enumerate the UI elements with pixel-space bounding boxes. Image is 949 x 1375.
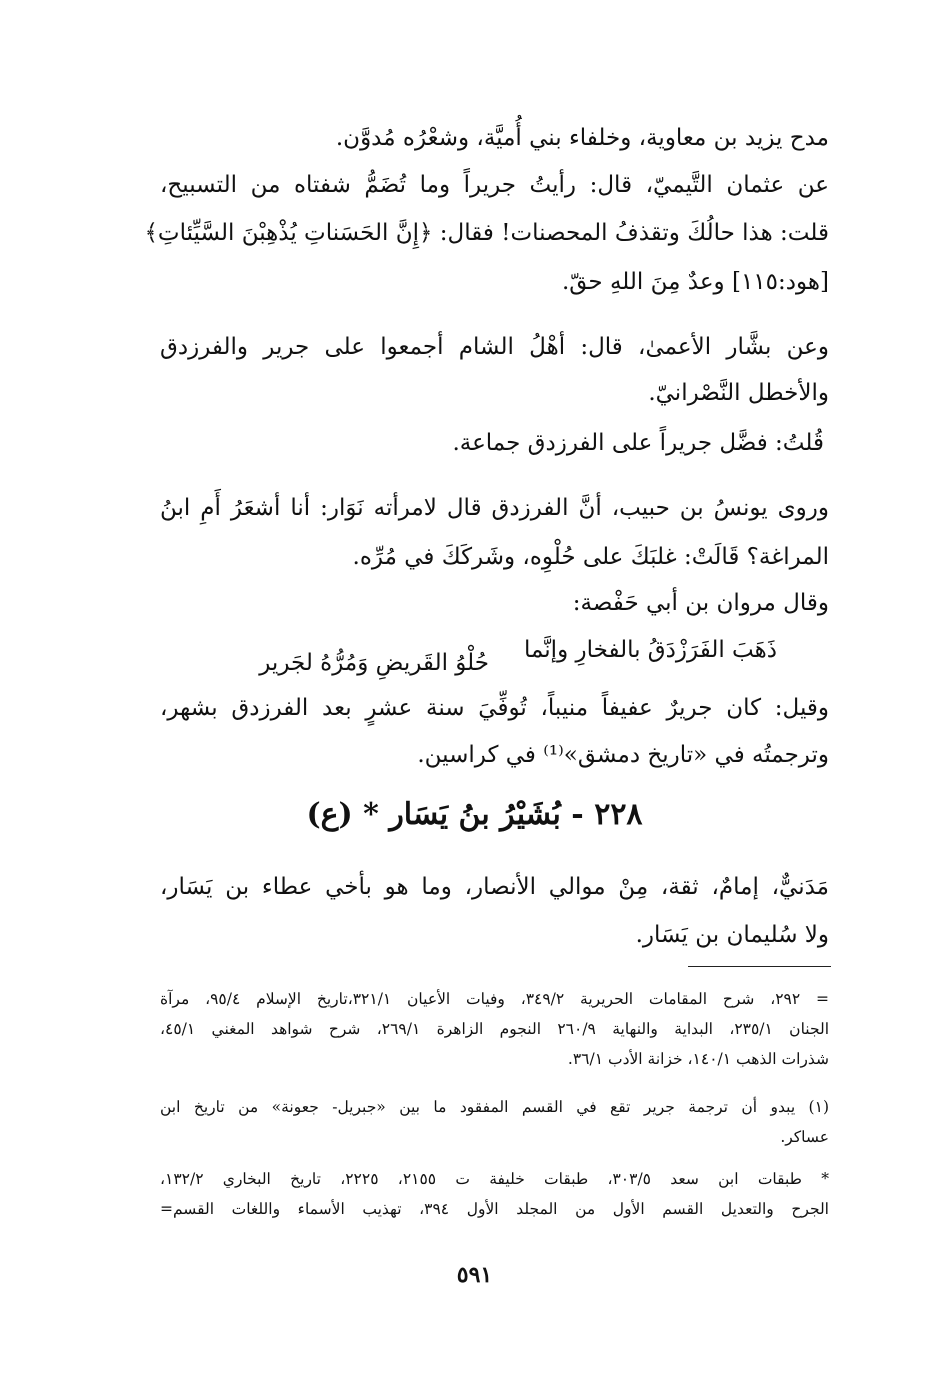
body-line-1: مدح يزيد بن معاوية، وخلفاء بني أُميَّة، وشعْرُه مُدوَّن. — [335, 125, 829, 151]
entry-line-2: ولا سُليمان بن يَسَار. — [635, 922, 829, 948]
footnote-line-2: الجنان ٢٣٥/١، البداية والنهاية ٢٦٠/٩ النجوم الزاهرة ٢٦٩/١، شرح شواهد المغني ٤٥/١، — [160, 1020, 830, 1038]
body-line-4: [هود:١١٥] وعدٌ مِنَ اللهِ حقّ. — [561, 269, 829, 295]
verse-second-hemistich: حُلْوُ القَريضِ وَمُرُّهُ لجَرير — [259, 650, 489, 676]
entry-line-1: مَدَنيٌّ، إمامٌ، ثقة، مِنْ موالي الأنصار، وما هو بأخي عطاء بن يَسَار، — [160, 874, 829, 900]
body-line-2: عن عثمان التَّيميّ، قال: رأيتُ جريراً وما تُضَمُّ شفتاه من التسبيح، — [160, 172, 829, 198]
body-line-12: وترجمتُه في «تاريخ دمشق»⁽¹⁾ في كراسين. — [417, 742, 829, 768]
footnote-line-7: الجرح والتعديل القسم الأول من المجلد الأول ٣٩٤، تهذيب الأسماء واللغات القسم= — [160, 1200, 829, 1218]
page-number: ٥٩١ — [456, 1262, 493, 1288]
body-line-3: قلت: هذا حالُكَ وتقذفُ المحصنات! فقال: ﴿إِنَّ الحَسَناتِ يُذْهِبْنَ السَّيِّئاتِ﴾ — [144, 220, 829, 246]
footnote-separator — [688, 966, 831, 967]
footnote-line-3: شذرات الذهب ١٤٠/١، خزانة الأدب ٣٦/١. — [567, 1050, 829, 1068]
body-line-8: وروى يونسُ بن حبيب، أنَّ الفرزدق قال لامرأته نَوَار: أنا أشعَرُ أَمِ ابنُ — [160, 495, 829, 521]
body-line-11: وقيل: كان جريرٌ عفيفاً منيباً، تُوفِّيَ سنة عشرٍ بعد الفرزدق بشهر، — [160, 695, 829, 721]
footnote-line-1: = ٢٩٢، شرح المقامات الحريرية ٣٤٩/٢، وفيات الأعيان ٣٢١/١،تاريخ الإسلام ٩٥/٤، مرآة — [160, 990, 829, 1008]
footnote-line-4: (١) يبدو أن ترجمة جرير تقع في القسم المفقود ما بين «جبريل- جعونة» من تاريخ ابن — [160, 1098, 829, 1116]
footnote-line-5: عساكر. — [780, 1128, 829, 1146]
entry-heading: ٢٢٨ - بُشَيْرُ بنُ يَسَار * (ع) — [306, 797, 643, 832]
footnote-line-6: * طبقات ابن سعد ٣٠٣/٥، طبقات خليفة ت ٢١٥٥، ٢٢٢٥، تاريخ البخاري ١٣٢/٢، — [160, 1170, 829, 1188]
body-line-6: والأخطل النَّصْرانيّ. — [648, 380, 829, 406]
body-line-9: المراغة؟ قَالَتْ: غلبَكَ على حُلْوِه، وشَركَكَ في مُرِّه. — [352, 544, 829, 570]
verse-first-hemistich: ذَهَبَ الفَرَزْدَقُ بالفخارِ وإنَّما — [523, 637, 777, 663]
body-line-5: وعن بشَّار الأعمىٰ، قال: أهْلُ الشام أجمعوا على جرير والفرزدق — [160, 334, 829, 360]
body-line-10: وقال مروان بن أبي حَفْصة: — [572, 590, 829, 616]
body-line-7: قُلتُ: فضَّل جريراً على الفرزدق جماعة. — [452, 430, 824, 456]
